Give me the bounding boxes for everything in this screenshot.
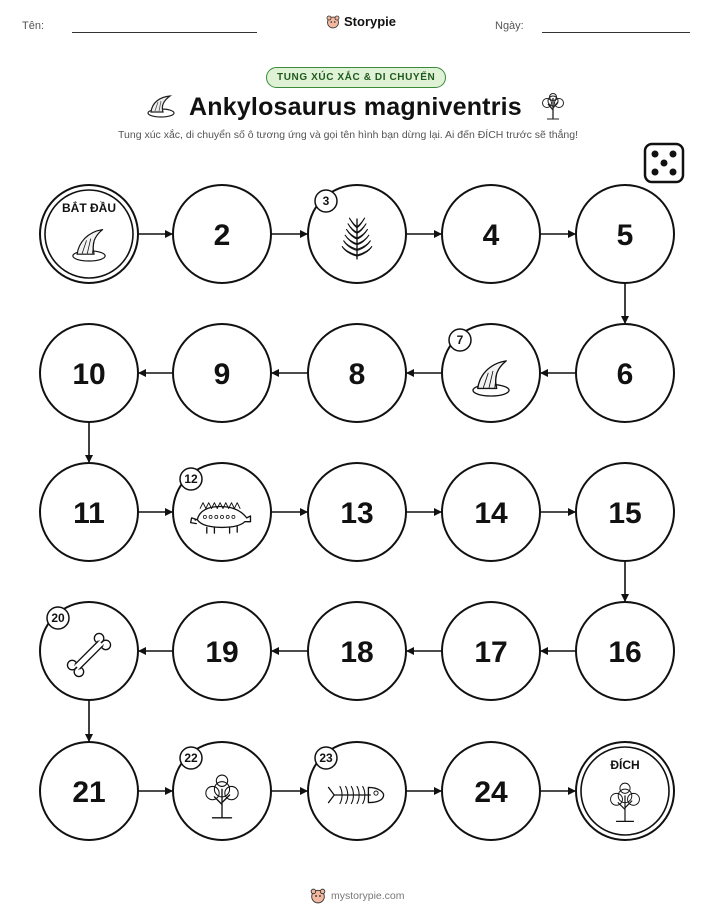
board-space-4[interactable]	[442, 185, 540, 283]
board-space-24[interactable]	[442, 742, 540, 840]
board-space-19[interactable]	[173, 602, 271, 700]
board-space-7[interactable]	[442, 324, 540, 422]
finish-label: ĐÍCH	[610, 758, 640, 772]
board-space-8[interactable]	[308, 324, 406, 422]
board-space-3[interactable]	[308, 185, 406, 283]
space-number: 2	[213, 219, 231, 252]
space-number: 4	[482, 219, 500, 252]
instructions: Tung xúc xắc, di chuyển số ô tương ứng và gọi tên hình bạn dừng lại. Ai đến ĐÍCH trước sẽ thắng!	[118, 129, 579, 141]
board-space-17[interactable]	[442, 602, 540, 700]
space-number: 3	[322, 194, 330, 208]
board-space-9[interactable]	[173, 324, 271, 422]
space-number: 10	[72, 358, 106, 391]
board-space-10[interactable]	[40, 324, 138, 422]
board-space-20[interactable]	[40, 602, 138, 700]
space-circle	[40, 185, 138, 283]
space-number: 14	[474, 497, 508, 530]
space-number: 21	[72, 776, 106, 809]
board-space-6[interactable]	[576, 324, 674, 422]
board-space-15[interactable]	[576, 463, 674, 561]
space-number: 12	[184, 472, 198, 486]
space-number: 20	[51, 611, 65, 625]
space-circle	[576, 742, 674, 840]
storypie-logo-icon	[310, 888, 326, 904]
start-label: BẮT ĐẦU	[62, 201, 116, 215]
brand-name: Storypie	[344, 14, 397, 29]
space-number: 5	[616, 219, 634, 252]
footer	[310, 888, 405, 904]
page-title: Ankylosaurus magniventris	[189, 93, 522, 121]
space-number: 22	[184, 751, 198, 765]
start-space[interactable]	[40, 185, 138, 283]
space-number: 24	[474, 776, 508, 809]
name-label: Tên:	[22, 20, 45, 32]
space-number: 23	[319, 751, 333, 765]
space-number: 8	[348, 358, 366, 391]
board-space-2[interactable]	[173, 185, 271, 283]
footer-site: mystorypie.com	[331, 890, 405, 902]
board-space-12[interactable]	[173, 463, 271, 561]
finish-space[interactable]	[576, 742, 674, 840]
space-number: 11	[73, 497, 105, 530]
space-number: 18	[340, 636, 374, 669]
board-space-22[interactable]	[173, 742, 271, 840]
board-space-13[interactable]	[308, 463, 406, 561]
space-number: 17	[474, 636, 508, 669]
board-space-14[interactable]	[442, 463, 540, 561]
date-label: Ngày:	[495, 20, 524, 32]
space-number: 7	[456, 333, 464, 347]
board-space-16[interactable]	[576, 602, 674, 700]
space-number: 15	[608, 497, 642, 530]
space-number: 19	[205, 636, 239, 669]
space-number: 6	[616, 358, 634, 391]
board-space-21[interactable]	[40, 742, 138, 840]
space-number: 9	[213, 358, 231, 391]
board-space-18[interactable]	[308, 602, 406, 700]
board-space-11[interactable]	[40, 463, 138, 561]
space-number: 13	[340, 497, 374, 530]
board-space-23[interactable]	[308, 742, 406, 840]
activity-badge: TUNG XÚC XẮC & DI CHUYỂN	[266, 67, 446, 88]
space-number: 16	[608, 636, 642, 669]
board-space-5[interactable]	[576, 185, 674, 283]
